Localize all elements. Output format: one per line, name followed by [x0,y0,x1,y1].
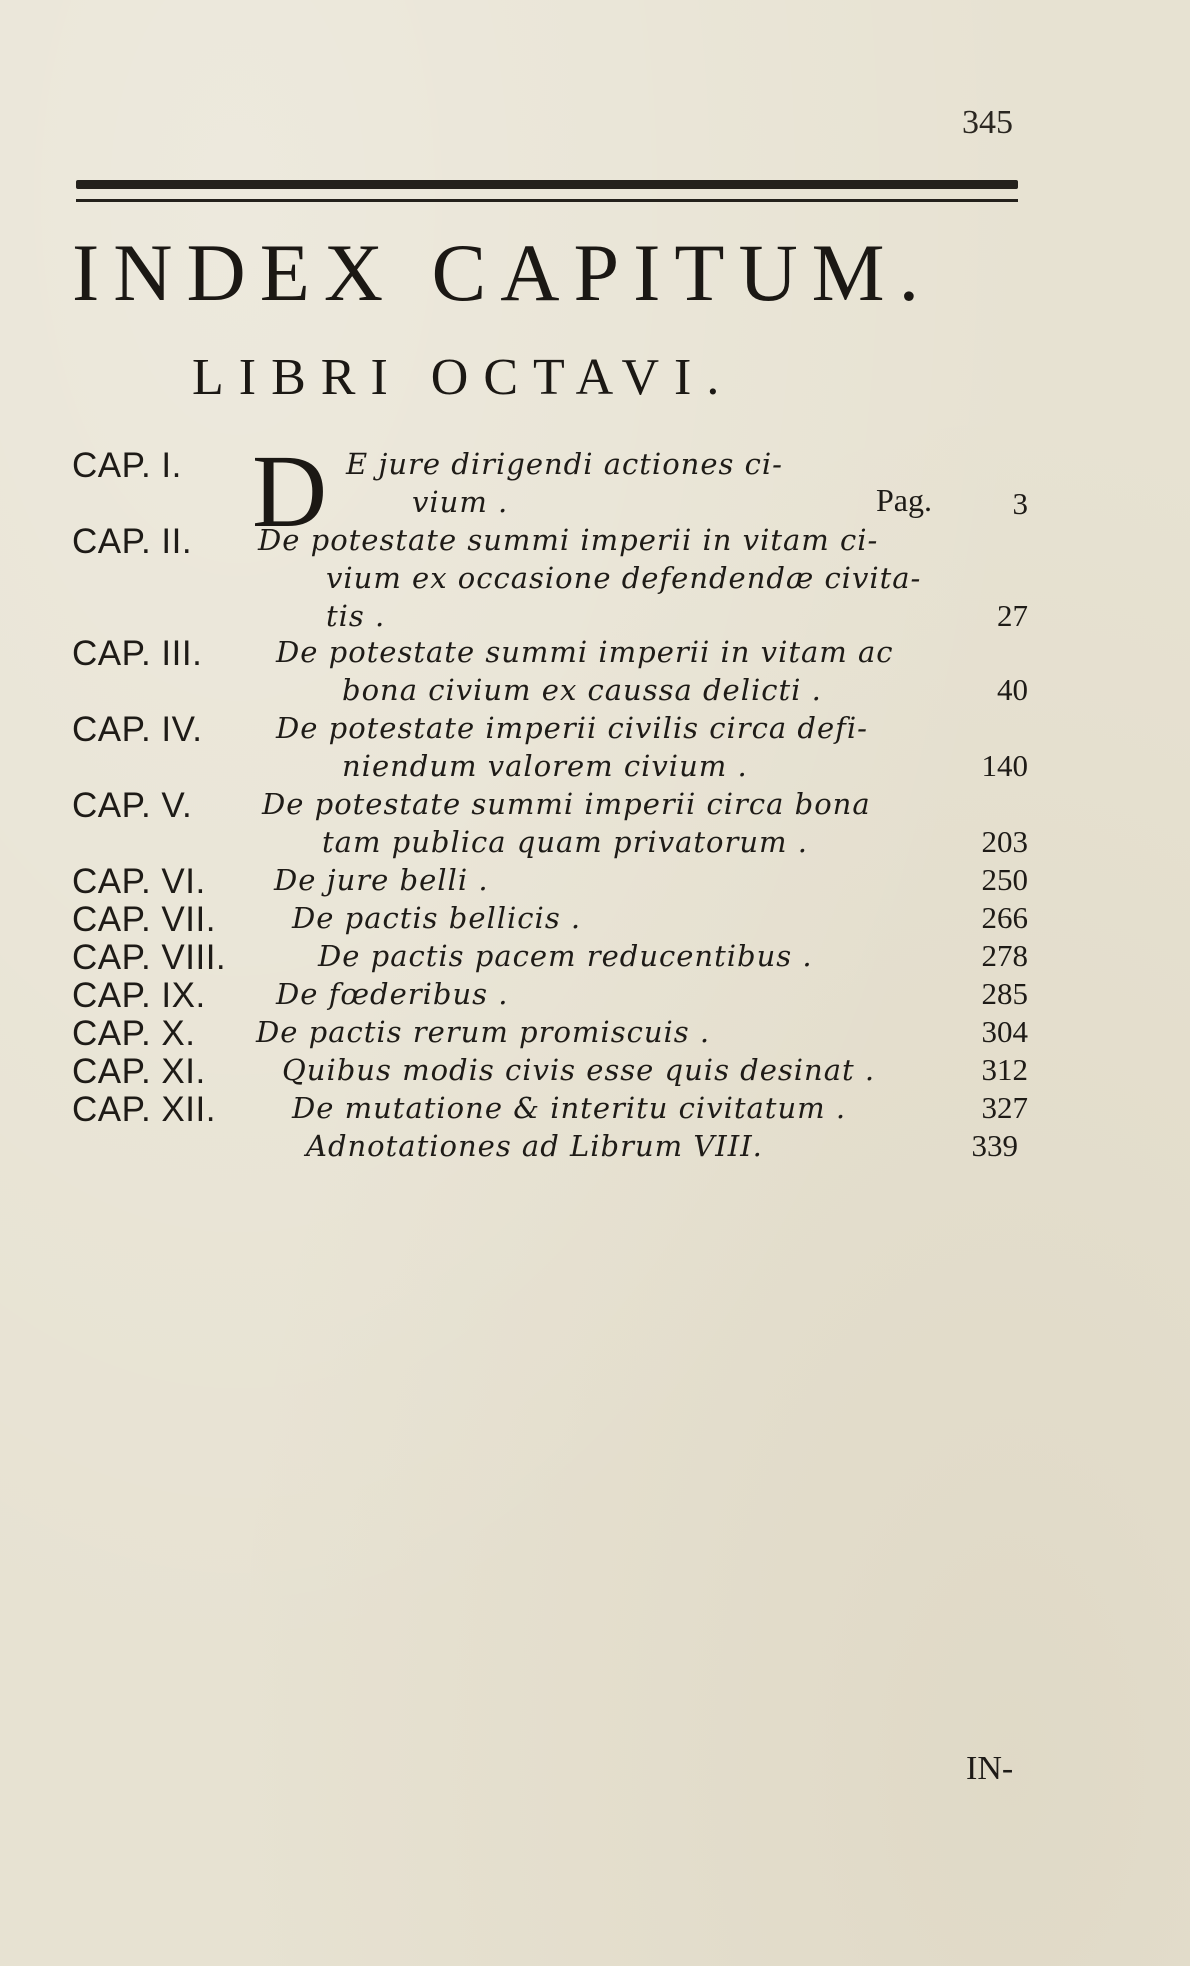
index-title: INDEX CAPITUM. [72,227,934,318]
page-ref: 27 [997,598,1028,633]
chapter-title-line: vium . [412,485,509,519]
chapter-label: CAP. III. [72,634,203,673]
chapter-title-line: De pactis rerum promiscuis . [256,1015,711,1049]
chapter-title-line: De potestate summi imperii circa bona [262,787,871,821]
page-ref: 3 [1012,486,1028,521]
header-rule-thick [76,180,1018,189]
chapter-title-line: bona civium ex caussa delicti . [342,673,822,707]
chapter-label: CAP. II. [72,522,193,561]
chapter-title-line: E jure dirigendi actiones ci- [346,447,783,481]
drop-cap: D [252,434,328,549]
chapter-title-line: vium ex occasione defendendæ civita- [326,561,922,595]
page-ref: 40 [997,672,1028,707]
chapter-title-line: tis . [326,599,386,633]
page-ref: 203 [981,824,1028,859]
chapter-title-line: De pactis bellicis . [292,901,582,935]
chapter-title-line: De mutatione & interitu civitatum . [292,1091,847,1125]
page-ref: 140 [981,748,1028,783]
page-ref: 278 [981,938,1028,973]
catchword: IN- [966,1750,1014,1787]
page-ref: 285 [981,976,1028,1011]
header-rule-thin [76,199,1018,202]
chapter-title-line: De potestate summi imperii in vitam ci- [258,523,879,557]
chapter-label: CAP. V. [72,786,193,825]
chapter-title-line: tam publica quam privatorum . [322,825,808,859]
chapter-title-line: De pactis pacem reducentibus . [318,939,813,973]
chapter-title-line: De fœderibus . [276,977,509,1011]
page-number: 345 [962,104,1013,141]
pag-label: Pag. [876,482,932,518]
page-ref: 250 [981,862,1028,897]
chapter-title-line: De potestate imperii civilis circa defi- [276,711,868,745]
index-subtitle: LIBRI OCTAVI. [192,349,735,406]
chapter-label: CAP. XI. [72,1052,206,1091]
chapter-label: CAP. VI. [72,862,206,901]
page-ref: 327 [981,1090,1028,1125]
chapter-label: CAP. XII. [72,1090,216,1129]
page-ref: 312 [981,1052,1028,1087]
chapter-title-line: De potestate summi imperii in vitam ac [276,635,894,669]
chapter-label: CAP. I. [72,446,182,485]
chapter-label: CAP. VIII. [72,938,227,977]
chapter-title-line: niendum valorem civium . [342,749,748,783]
chapter-label: CAP. X. [72,1014,196,1053]
page-ref: 339 [971,1128,1018,1163]
page-ref: 304 [981,1014,1028,1049]
chapter-title-line: De jure belli . [274,863,489,897]
chapter-label: CAP. VII. [72,900,216,939]
chapter-label: CAP. IV. [72,710,203,749]
page-ref: 266 [981,900,1028,935]
chapter-label: CAP. IX. [72,976,206,1015]
chapter-title-line: Quibus modis civis esse quis desinat . [282,1053,876,1087]
annotations-entry: Adnotationes ad Librum VIII. [306,1129,763,1163]
